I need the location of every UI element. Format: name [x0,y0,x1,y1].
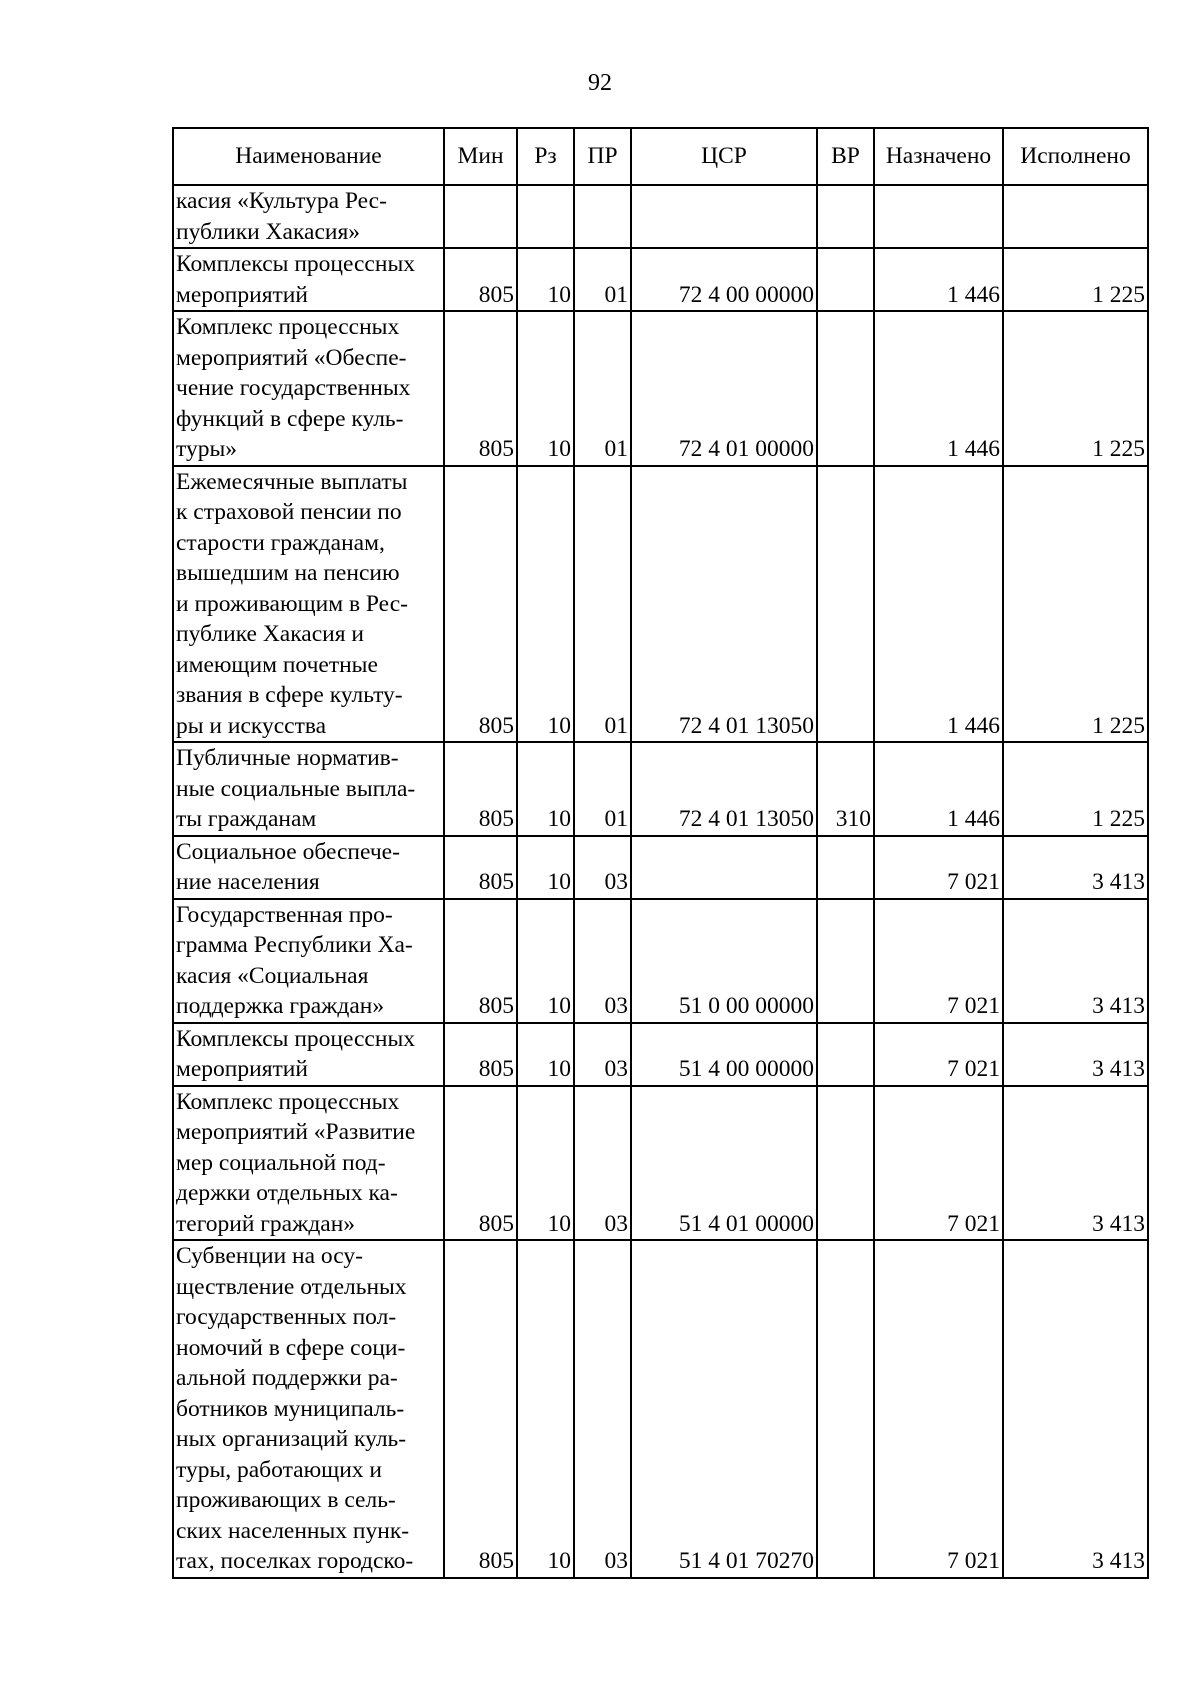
cell-name: Публичные норматив- ные социальные выпла- ты гражданам [173,742,444,836]
budget-table [172,127,1149,1579]
header-name: Наименование [173,128,444,185]
cell-ispolneno: 1 225 [1003,248,1148,311]
cell-min: 805 [444,248,517,311]
cell-pr: 03 [574,836,631,899]
table-row [173,899,1148,1023]
cell-vr [817,466,874,743]
table-row [173,466,1148,743]
cell-csr: 72 4 01 13050 [631,742,817,836]
table-row [173,1240,1148,1578]
cell-pr: 03 [574,1240,631,1578]
cell-csr: 51 4 01 00000 [631,1086,817,1241]
cell-vr: 310 [817,742,874,836]
cell-pr: 03 [574,1023,631,1086]
cell-name: Государственная про- грамма Республики Ха- касия «Социальная поддержка граждан» [173,899,444,1023]
cell-pr: 03 [574,899,631,1023]
table-row [173,311,1148,466]
cell-min: 805 [444,1086,517,1241]
cell-csr: 51 0 00 00000 [631,899,817,1023]
cell-ispolneno: 3 413 [1003,899,1148,1023]
cell-naznacheno: 1 446 [874,311,1003,466]
table-row [173,248,1148,311]
cell-csr: 72 4 00 00000 [631,248,817,311]
cell-pr: 03 [574,1086,631,1241]
header-csr: ЦСР [631,128,817,185]
table-row [173,742,1148,836]
cell-ispolneno: 3 413 [1003,1023,1148,1086]
cell-vr [817,836,874,899]
cell-vr [817,1240,874,1578]
table-row [173,1086,1148,1241]
cell-naznacheno [874,185,1003,248]
table-header-row [173,128,1148,185]
cell-ispolneno: 1 225 [1003,742,1148,836]
cell-rz: 10 [517,1240,574,1578]
cell-vr [817,248,874,311]
cell-vr [817,311,874,466]
cell-rz [517,185,574,248]
cell-min: 805 [444,899,517,1023]
cell-csr [631,836,817,899]
cell-vr [817,185,874,248]
cell-vr [817,1023,874,1086]
cell-ispolneno: 3 413 [1003,836,1148,899]
cell-min: 805 [444,1240,517,1578]
cell-csr [631,185,817,248]
cell-naznacheno: 1 446 [874,466,1003,743]
table-row [173,185,1148,248]
header-naznacheno: Назначено [874,128,1003,185]
cell-naznacheno: 1 446 [874,248,1003,311]
cell-min: 805 [444,311,517,466]
cell-vr [817,1086,874,1241]
cell-ispolneno: 1 225 [1003,311,1148,466]
header-rz: Рз [517,128,574,185]
cell-rz: 10 [517,311,574,466]
cell-rz: 10 [517,836,574,899]
cell-min: 805 [444,466,517,743]
cell-min: 805 [444,836,517,899]
table-row [173,836,1148,899]
cell-naznacheno: 7 021 [874,1023,1003,1086]
header-min: Мин [444,128,517,185]
header-pr: ПР [574,128,631,185]
cell-name: Ежемесячные выплаты к страховой пенсии по старости гражданам, вышедшим на пенсию и проживающим в Рес- публике Хакасия и имеющим почетные звания в сфере культу- ры и искусства [173,466,444,743]
header-vr: ВР [817,128,874,185]
cell-name: Комплексы процессных мероприятий [173,1023,444,1086]
cell-csr: 72 4 01 00000 [631,311,817,466]
cell-name: Комплекс процессных мероприятий «Обеспе- чение государственных функций в сфере куль- туры» [173,311,444,466]
cell-name: Комплекс процессных мероприятий «Развитие мер социальной под- держки отдельных ка- тегорий граждан» [173,1086,444,1241]
cell-ispolneno: 3 413 [1003,1086,1148,1241]
cell-csr: 72 4 01 13050 [631,466,817,743]
cell-name: касия «Культура Рес- публики Хакасия» [173,185,444,248]
cell-pr: 01 [574,248,631,311]
cell-csr: 51 4 00 00000 [631,1023,817,1086]
cell-rz: 10 [517,1086,574,1241]
cell-naznacheno: 7 021 [874,836,1003,899]
cell-rz: 10 [517,248,574,311]
table-row [173,1023,1148,1086]
cell-naznacheno: 7 021 [874,1086,1003,1241]
cell-name: Субвенции на осу- ществление отдельных государственных пол- номочий в сфере соци- альной поддержки ра- ботников муниципаль- ных организаций куль- туры, работающих и проживающих в сель- ских населенных пунк- тах, поселках городско- [173,1240,444,1578]
cell-pr: 01 [574,311,631,466]
cell-pr: 01 [574,742,631,836]
page-number: 92 [588,70,612,96]
cell-rz: 10 [517,466,574,743]
cell-rz: 10 [517,899,574,1023]
cell-pr: 01 [574,466,631,743]
cell-naznacheno: 7 021 [874,1240,1003,1578]
cell-rz: 10 [517,742,574,836]
cell-ispolneno: 3 413 [1003,1240,1148,1578]
cell-rz: 10 [517,1023,574,1086]
cell-vr [817,899,874,1023]
cell-naznacheno: 7 021 [874,899,1003,1023]
cell-name: Социальное обеспече- ние населения [173,836,444,899]
cell-ispolneno: 1 225 [1003,466,1148,743]
cell-csr: 51 4 01 70270 [631,1240,817,1578]
cell-pr [574,185,631,248]
cell-min: 805 [444,742,517,836]
header-ispolneno: Исполнено [1003,128,1148,185]
cell-min: 805 [444,1023,517,1086]
cell-min [444,185,517,248]
cell-name: Комплексы процессных мероприятий [173,248,444,311]
cell-naznacheno: 1 446 [874,742,1003,836]
cell-ispolneno [1003,185,1148,248]
